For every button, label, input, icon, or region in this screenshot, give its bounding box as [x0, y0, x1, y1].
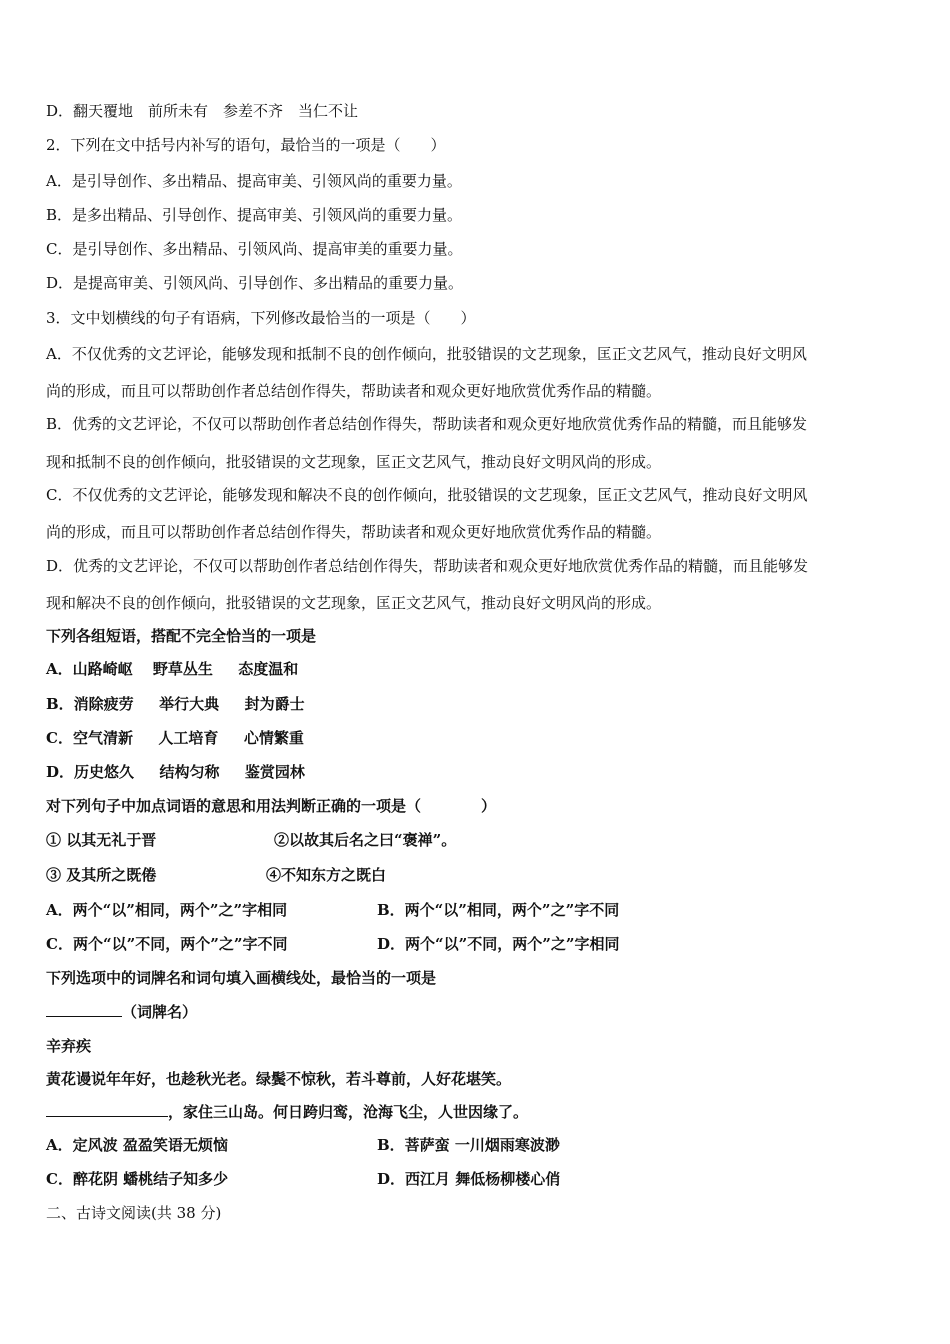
q5-option-c: C．两个“以”不同，两个”之”字不同: [46, 935, 288, 953]
q2-stem: 2．下列在文中括号内补写的语句，最恰当的一项是（ ）: [46, 136, 446, 154]
q2-option-a: A．是引导创作、多出精品、提高审美、引领风尚的重要力量。: [46, 172, 462, 190]
q6-option-a: A．定风波 盈盈笑语无烦恼: [46, 1136, 228, 1154]
q3-option-c-line2: 尚的形成，而且可以帮助创作者总结创作得失，帮助读者和观众更好地欣赏优秀作品的精髓。: [46, 523, 662, 541]
q6-cipai-line: [46, 1002, 197, 1022]
q2-option-d: D．是提高审美、引领风尚、引导创作、多出精品的重要力量。: [46, 274, 464, 292]
q5-option-a: A．两个“以”相同，两个”之”字相同: [46, 901, 288, 919]
q6-option-c: C．醉花阴 蟠桃结子知多少: [46, 1170, 229, 1188]
q6-option-d: D．西江月 舞低杨柳楼心俏: [377, 1170, 561, 1188]
q6-author: 辛弃疾: [46, 1037, 92, 1055]
q2-option-c: C．是引导创作、多出精品、引领风尚、提高审美的重要力量。: [46, 240, 463, 258]
q3-stem: 3．文中划横线的句子有语病，下列修改最恰当的一项是（ ）: [46, 309, 476, 327]
q1-option-d: D．翻天覆地 前所未有 参差不齐 当仁不让: [46, 102, 359, 120]
q6-option-b: B．菩萨蛮 一川烟雨寒波渺: [377, 1136, 560, 1154]
q3-option-d-line1: D．优秀的文艺评论，不仅可以帮助创作者总结创作得失，帮助读者和观众更好地欣赏优秀作品的精髓，而且能够发: [46, 557, 809, 575]
q3-option-b-line2: 现和抵制不良的创作倾向，批驳错误的文艺现象，匡正文艺风气，推动良好文明风尚的形成。: [46, 453, 662, 471]
q3-option-c-line1: C．不仅优秀的文艺评论，能够发现和解决不良的创作倾向，批驳错误的文艺现象，匡正文艺风气，推动良好文明风: [46, 486, 808, 504]
q6-poem-line1: 黄花谩说年年好，也趁秋光老。绿鬓不惊秋，若斗尊前，人好花堪笑。: [46, 1070, 512, 1088]
q6-stem: 下列选项中的词牌名和词句填入画横线处，最恰当的一项是: [46, 969, 437, 987]
q5-sentence-1: ① 以其无礼于晋: [46, 831, 157, 849]
q6-poem-text: ，家住三山岛。何日跨归鸾，沧海飞尘，人世因缘了。: [168, 1103, 529, 1121]
q5-sentence-2: ②以故其后名之曰“褒禅”。: [274, 831, 457, 849]
q6-cipai-label: （词牌名）: [122, 1003, 198, 1021]
q6-cipai-blank: [46, 1002, 122, 1017]
q5-sentence-4: ④不知东方之既白: [266, 866, 387, 884]
q3-option-a-line2: 尚的形成，而且可以帮助创作者总结创作得失，帮助读者和观众更好地欣赏优秀作品的精髓。: [46, 382, 662, 400]
q4-option-a: A．山路崎岖 野草丛生 态度温和: [46, 660, 299, 678]
q3-option-b-line1: B．优秀的文艺评论，不仅可以帮助创作者总结创作得失，帮助读者和观众更好地欣赏优秀作品的精髓，而且能够发: [46, 415, 808, 433]
q3-option-d-line2: 现和解决不良的创作倾向，批驳错误的文艺现象，匡正文艺风气，推动良好文明风尚的形成。: [46, 594, 662, 612]
q6-poem-blank: [46, 1102, 168, 1117]
q5-option-b: B．两个“以”相同，两个”之”字不同: [377, 901, 620, 919]
q4-stem: 下列各组短语，搭配不完全恰当的一项是: [46, 627, 317, 645]
q4-option-d: D．历史悠久 结构匀称 鉴赏园林: [46, 763, 305, 781]
q5-option-d: D．两个“以”不同，两个”之”字相同: [377, 935, 620, 953]
q6-poem-line2: [46, 1102, 528, 1122]
section-heading: 二、古诗文阅读(共 38 分): [46, 1204, 222, 1222]
q3-option-a-line1: A．不仅优秀的文艺评论，能够发现和抵制不良的创作倾向，批驳错误的文艺现象，匡正文艺风气，推动良好文明风: [46, 345, 807, 363]
q5-stem: 对下列句子中加点词语的意思和用法判断正确的一项是（ ）: [46, 797, 497, 815]
q4-option-b: B．消除疲劳 举行大典 封为爵士: [46, 695, 305, 713]
q4-option-c: C．空气清新 人工培育 心情繁重: [46, 729, 304, 747]
q2-option-b: B．是多出精品、引导创作、提高审美、引领风尚的重要力量。: [46, 206, 463, 224]
q5-sentence-3: ③ 及其所之既倦: [46, 866, 157, 884]
